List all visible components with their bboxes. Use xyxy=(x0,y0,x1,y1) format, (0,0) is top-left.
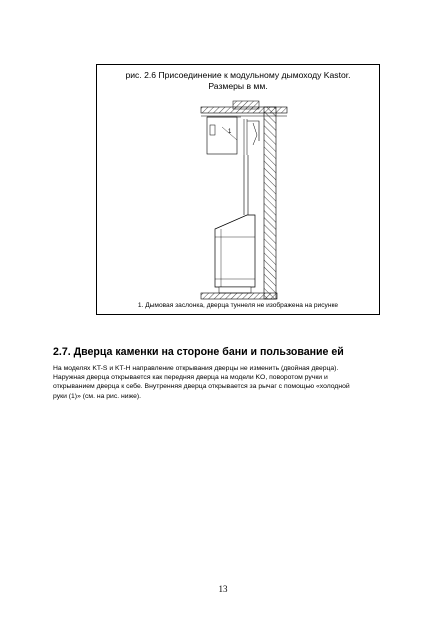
figure-frame xyxy=(96,64,380,315)
chimney-module xyxy=(207,117,259,155)
figure-caption-line-2: Размеры в мм. xyxy=(208,81,268,91)
right-wall xyxy=(264,107,276,299)
section-body xyxy=(53,364,393,401)
flue-pipe xyxy=(244,155,248,215)
page-number: 13 xyxy=(218,584,228,594)
chimney-connection-drawing xyxy=(97,65,381,316)
floor-slab xyxy=(201,293,277,299)
section-title: 2.7. Дверца каменки на стороне бани и пользование ей xyxy=(53,346,344,358)
body-line: руки (1)» (см. на рис. ниже). xyxy=(53,392,142,400)
figure-footnote: 1. Дымовая заслонка, дверца туннеля не изображена на рисунке xyxy=(137,302,339,309)
figure-caption-line-1: рис. 2.6 Присоединение к модульному дымоходу Kastor. xyxy=(125,70,351,80)
callout-number: 1 xyxy=(228,129,232,135)
body-line: На моделях KT-S и KT-H направление открывания дверцы не изменить (двойная дверца). xyxy=(53,365,339,372)
body-line: открыванием дверца к себе. Внутренняя дверца открывается за рычаг с помощью «холодной xyxy=(53,383,350,391)
body-line: Наружная дверца открывается как передняя дверца на модели KO, поворотом ручки и xyxy=(53,374,328,382)
stove-body xyxy=(215,215,255,293)
